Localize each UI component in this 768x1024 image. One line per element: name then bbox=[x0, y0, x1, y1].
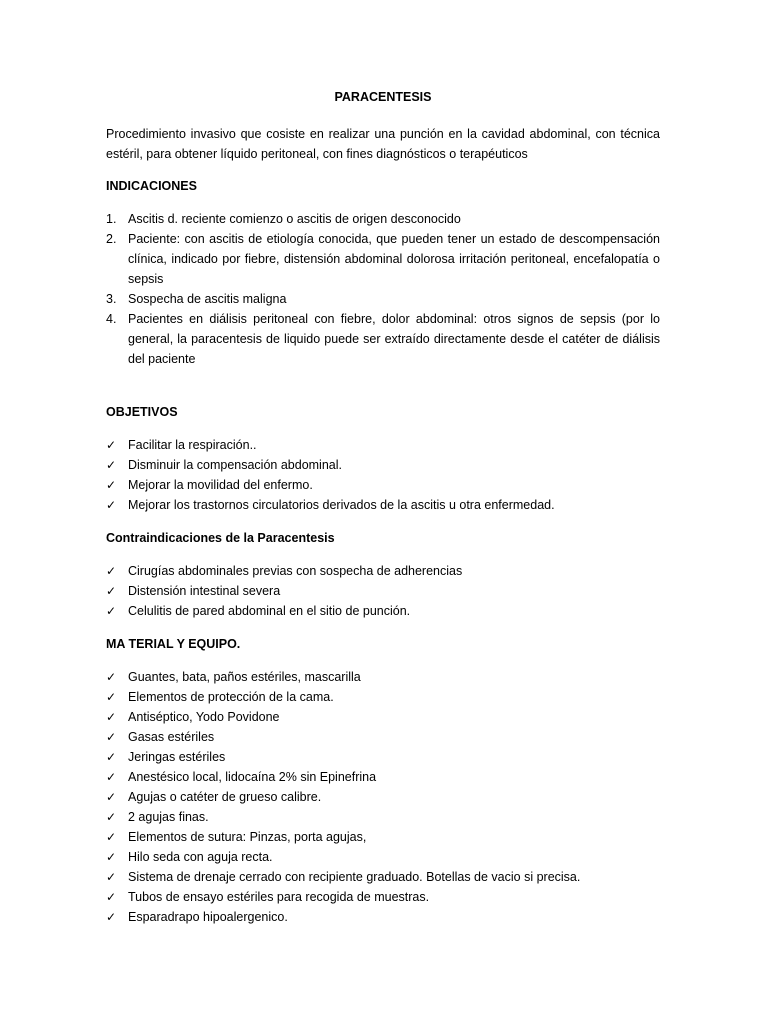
checkmark-icon: ✓ bbox=[106, 910, 117, 924]
checkmark-icon: ✓ bbox=[106, 770, 117, 784]
checkmark-icon: ✓ bbox=[106, 690, 117, 704]
item-text: Distensión intestinal severa bbox=[128, 584, 281, 598]
document-title: PARACENTESIS bbox=[334, 90, 432, 104]
list-item bbox=[106, 581, 660, 601]
objetivos-heading: OBJETIVOS bbox=[106, 405, 178, 419]
indicaciones-heading: INDICACIONES bbox=[106, 179, 197, 193]
intro-paragraph: Procedimiento invasivo que cosiste en realizar una punción en la cavidad abdominal, con técnica estéril, para obtener líquido peritoneal, con fines diagnósticos o terapéuticos bbox=[106, 127, 660, 161]
list-item bbox=[106, 747, 660, 767]
list-item bbox=[106, 309, 660, 369]
list-item bbox=[106, 209, 660, 229]
list-item bbox=[106, 435, 660, 455]
item-text: Sospecha de ascitis maligna bbox=[128, 292, 287, 306]
checkmark-icon: ✓ bbox=[106, 730, 117, 744]
list-item bbox=[106, 687, 660, 707]
indicaciones-list bbox=[106, 209, 660, 369]
checkmark-icon: ✓ bbox=[106, 478, 117, 492]
list-item bbox=[106, 475, 660, 495]
list-item bbox=[106, 707, 660, 727]
checkmark-icon: ✓ bbox=[106, 584, 117, 598]
objetivos-list bbox=[106, 435, 660, 515]
list-item bbox=[106, 667, 660, 687]
checkmark-icon: ✓ bbox=[106, 438, 117, 452]
list-item bbox=[106, 727, 660, 747]
item-text: Elementos de protección de la cama. bbox=[128, 690, 334, 704]
list-item bbox=[106, 807, 660, 827]
item-number: 3. bbox=[106, 292, 117, 306]
item-text: Hilo seda con aguja recta. bbox=[128, 850, 273, 864]
list-item bbox=[106, 561, 660, 581]
material-heading: MA TERIAL Y EQUIPO. bbox=[106, 637, 241, 651]
item-number: 4. bbox=[106, 312, 117, 326]
item-text: Mejorar la movilidad del enfermo. bbox=[128, 478, 313, 492]
item-text: Paciente: con ascitis de etiología conocida, que pueden tener un estado de descompensación clínica, indicado por fiebre, distensión abdominal dolorosa irritación peritoneal, encefalopatía o sepsis bbox=[128, 232, 660, 286]
list-item bbox=[106, 787, 660, 807]
list-item bbox=[106, 827, 660, 847]
item-text: Mejorar los trastornos circulatorios derivados de la ascitis u otra enfermedad. bbox=[128, 498, 555, 512]
item-text: Pacientes en diálisis peritoneal con fiebre, dolor abdominal: otros signos de sepsis (por lo general, la paracentesis de liquido puede ser extraído directamente desde el catéter de diálisis del paciente bbox=[128, 312, 660, 366]
item-text: Agujas o catéter de grueso calibre. bbox=[128, 790, 322, 804]
checkmark-icon: ✓ bbox=[106, 890, 117, 904]
list-item bbox=[106, 847, 660, 867]
contraindicaciones-list bbox=[106, 561, 660, 621]
item-text: Guantes, bata, paños estériles, mascarilla bbox=[128, 670, 361, 684]
checkmark-icon: ✓ bbox=[106, 790, 117, 804]
item-text: Ascitis d. reciente comienzo o ascitis de origen desconocido bbox=[128, 212, 461, 226]
checkmark-icon: ✓ bbox=[106, 810, 117, 824]
item-text: Esparadrapo hipoalergenico. bbox=[128, 910, 288, 924]
item-text: Anestésico local, lidocaína 2% sin Epinefrina bbox=[128, 770, 377, 784]
item-text: Jeringas estériles bbox=[128, 750, 226, 764]
checkmark-icon: ✓ bbox=[106, 670, 117, 684]
list-item bbox=[106, 495, 660, 515]
item-text: Sistema de drenaje cerrado con recipiente graduado. Botellas de vacio si precisa. bbox=[128, 870, 581, 884]
list-item bbox=[106, 867, 660, 887]
checkmark-icon: ✓ bbox=[106, 710, 117, 724]
list-item bbox=[106, 601, 660, 621]
list-item bbox=[106, 289, 660, 309]
material-list bbox=[106, 667, 660, 927]
checkmark-icon: ✓ bbox=[106, 830, 117, 844]
list-item bbox=[106, 887, 660, 907]
list-item bbox=[106, 229, 660, 289]
list-item bbox=[106, 455, 660, 475]
item-number: 1. bbox=[106, 212, 117, 226]
item-text: Disminuir la compensación abdominal. bbox=[128, 458, 342, 472]
item-text: 2 agujas finas. bbox=[128, 810, 209, 824]
contraindicaciones-heading: Contraindicaciones de la Paracentesis bbox=[106, 531, 335, 545]
item-text: Cirugías abdominales previas con sospecha de adherencias bbox=[128, 564, 463, 578]
item-text: Facilitar la respiración.. bbox=[128, 438, 257, 452]
checkmark-icon: ✓ bbox=[106, 750, 117, 764]
item-text: Gasas estériles bbox=[128, 730, 215, 744]
item-text: Celulitis de pared abdominal en el sitio de punción. bbox=[128, 604, 411, 618]
checkmark-icon: ✓ bbox=[106, 870, 117, 884]
item-text: Elementos de sutura: Pinzas, porta agujas, bbox=[128, 830, 367, 844]
checkmark-icon: ✓ bbox=[106, 458, 117, 472]
item-text: Tubos de ensayo estériles para recogida de muestras. bbox=[128, 890, 430, 904]
checkmark-icon: ✓ bbox=[106, 564, 117, 578]
checkmark-icon: ✓ bbox=[106, 604, 117, 618]
item-text: Antiséptico, Yodo Povidone bbox=[128, 710, 280, 724]
list-item bbox=[106, 907, 660, 927]
item-number: 2. bbox=[106, 232, 117, 246]
list-item bbox=[106, 767, 660, 787]
checkmark-icon: ✓ bbox=[106, 850, 117, 864]
checkmark-icon: ✓ bbox=[106, 498, 117, 512]
